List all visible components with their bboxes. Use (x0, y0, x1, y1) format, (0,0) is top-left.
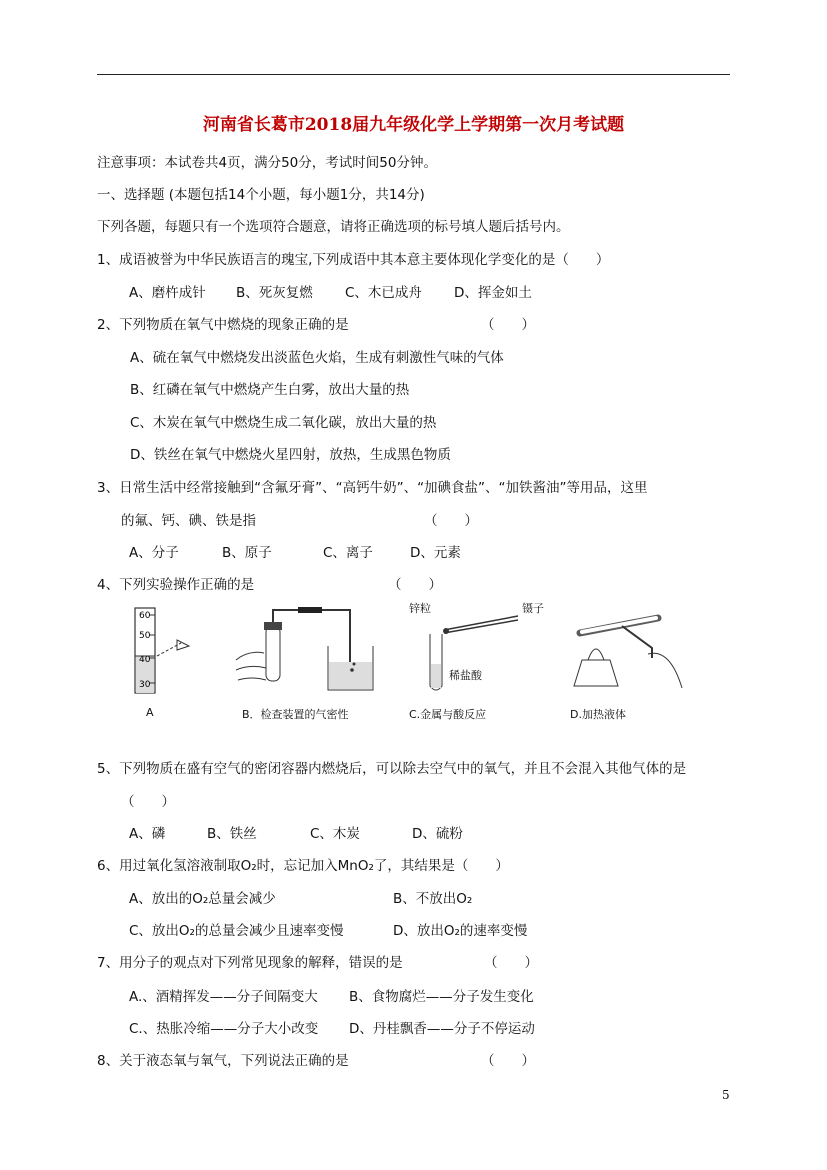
instructions-text: 下列各题，每题只有一个选项符合题意，请将正确选项的标号填人题后括号内。 (97, 219, 570, 235)
q8-answer-bracket: （ ） (481, 1053, 535, 1069)
q7-option-b: B、食物腐烂——分子发生变化 (349, 989, 534, 1005)
q6-option-d: D、放出O₂的速率变慢 (393, 923, 528, 939)
q1-option-a: A、磨杵成针 (129, 285, 206, 301)
question-2-stem: 2、下列物质在氧气中燃烧的现象正确的是 (97, 317, 349, 333)
q6-option-c: C、放出O₂的总量会减少且速率变慢 (129, 923, 344, 939)
page-title: 河南省长葛市2018届九年级化学上学期第一次月考试题 (202, 115, 625, 135)
label-zinc: 锌粒 (409, 602, 431, 615)
notice-text: 注意事项：本试卷共4页，满分50分，考试时间50分钟。 (97, 155, 437, 171)
question-3-stem-line1: 3、日常生活中经常接触到“含氟牙膏”、“高钙牛奶”、“加碘食盐”、“加铁酱油”等用品，这里 (97, 480, 648, 496)
q7-answer-bracket: （ ） (484, 955, 538, 971)
q7-option-d: D、丹桂飘香——分子不停运动 (349, 1021, 535, 1037)
figure-b-caption: B．检查装置的气密性 (242, 708, 349, 721)
figure-a-caption: A (146, 706, 154, 719)
question-3-stem-line2: 的氟、钙、碘、铁是指 (121, 513, 256, 529)
question-1-stem: 1、成语被誉为中华民族语言的瑰宝,下列成语中其本意主要体现化学变化的是（ ） (97, 252, 610, 268)
label-tweezers: 镊子 (522, 602, 544, 615)
question-8-stem: 8、关于液态氧与氧气，下列说法正确的是 (97, 1053, 349, 1069)
q3-option-c: C、离子 (323, 545, 373, 561)
question-4-stem: 4、下列实验操作正确的是 (97, 577, 255, 593)
q6-option-a: A、放出的O₂总量会减少 (129, 891, 276, 907)
q3-option-a: A、分子 (129, 545, 179, 561)
q4-answer-bracket: （ ） (388, 577, 442, 593)
label-dilute-acid: 稀盐酸 (449, 669, 482, 682)
header-rule (97, 74, 730, 75)
q5-option-a: A、磷 (129, 826, 166, 842)
figure-a-cylinder-reading (125, 598, 205, 698)
q7-option-a: A.、酒精挥发——分子间隔变大 (129, 989, 318, 1005)
q1-option-b: B、死灰复燃 (236, 285, 313, 301)
q2-option-b: B、红磷在氧气中燃烧产生白雾，放出大量的热 (130, 382, 410, 398)
q7-option-c: C.、热胀冷缩——分子大小改变 (129, 1021, 319, 1037)
cylinder-tick-40: 40 (139, 655, 151, 665)
page-number: 5 (722, 1088, 730, 1102)
q2-answer-bracket: （ ） (481, 317, 535, 333)
q3-option-d: D、元素 (410, 545, 461, 561)
q3-option-b: B、原子 (222, 545, 272, 561)
figure-d-heating-liquid (560, 598, 700, 698)
q6-option-b: B、不放出O₂ (393, 891, 473, 907)
question-7-stem: 7、用分子的观点对下列常见现象的解释，错误的是 (97, 955, 403, 971)
q2-option-c: C、木炭在氧气中燃烧生成二氧化碳，放出大量的热 (130, 415, 437, 431)
q5-answer-bracket: （ ） (121, 794, 175, 810)
q2-option-d: D、铁丝在氧气中燃烧火星四射，放热，生成黑色物质 (130, 447, 451, 463)
cylinder-tick-60: 60 (139, 611, 151, 621)
hand-icon (648, 653, 682, 688)
q2-option-a: A、硫在氧气中燃烧发出淡蓝色火焰，生成有刺激性气味的气体 (130, 350, 504, 366)
figure-d-caption: D.加热液体 (570, 708, 626, 721)
hand-icon (236, 652, 266, 680)
figure-c-caption: C.金属与酸反应 (409, 708, 487, 721)
q5-option-c: C、木炭 (310, 826, 360, 842)
question-5-stem: 5、下列物质在盛有空气的密闭容器内燃烧后，可以除去空气中的氧气，并且不会混入其他气体的是 (97, 761, 687, 777)
q3-answer-bracket: （ ） (424, 513, 478, 529)
question-6-stem: 6、用过氧化氢溶液制取O₂时，忘记加入MnO₂了，其结果是（ ） (97, 858, 509, 874)
figure-b-airtightness (228, 598, 383, 698)
cylinder-tick-30: 30 (139, 680, 151, 690)
eye-icon (177, 640, 189, 650)
cylinder-tick-50: 50 (139, 631, 151, 641)
section-heading: 一、选择题 (本题包括14个小题，每小题1分，共14分) (97, 187, 425, 203)
q1-option-c: C、木已成舟 (345, 285, 422, 301)
q5-option-d: D、硫粉 (412, 826, 463, 842)
q1-option-d: D、挥金如土 (454, 285, 532, 301)
q5-option-b: B、铁丝 (207, 826, 257, 842)
